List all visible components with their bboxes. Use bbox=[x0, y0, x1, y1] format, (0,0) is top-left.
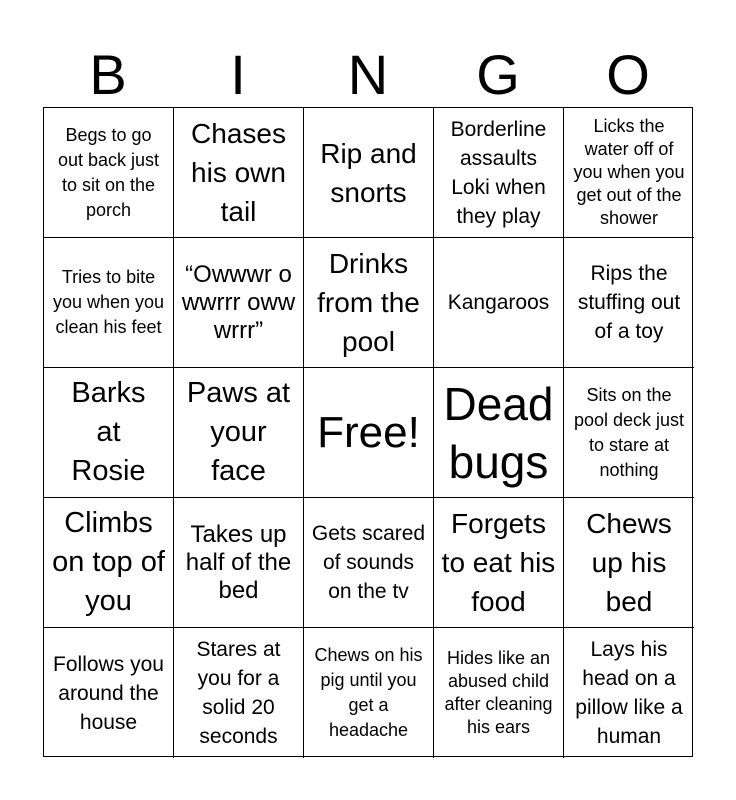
bingo-grid bbox=[43, 107, 693, 757]
bingo-cell[interactable] bbox=[44, 238, 174, 368]
bingo-cell[interactable] bbox=[44, 628, 174, 758]
header-letter-o: O bbox=[606, 43, 650, 106]
cell-text: Licks the water off of you when you get out of the shower bbox=[573, 116, 685, 228]
cell-text: Rip and snorts bbox=[320, 137, 417, 208]
header-letter-n: N bbox=[347, 43, 389, 106]
bingo-cell[interactable] bbox=[304, 238, 434, 368]
bingo-cell[interactable] bbox=[564, 108, 694, 238]
bingo-cell[interactable] bbox=[564, 498, 694, 628]
cell-text: Forgets to eat his food bbox=[441, 508, 556, 617]
cell-text: Climbs on top of you bbox=[52, 507, 165, 617]
bingo-cell[interactable] bbox=[564, 368, 694, 498]
cell-text: Hides like an abused child after cleaning his ears bbox=[444, 648, 553, 737]
bingo-cell[interactable] bbox=[564, 628, 694, 758]
bingo-header bbox=[43, 42, 693, 108]
bingo-cell[interactable] bbox=[434, 238, 564, 368]
cell-text: Barks at Rosie bbox=[71, 377, 146, 487]
bingo-cell[interactable] bbox=[304, 628, 434, 758]
cell-text: Stares at you for a solid 20 seconds bbox=[196, 638, 281, 748]
header-letter-g: G bbox=[476, 43, 520, 106]
free-space-cell[interactable] bbox=[304, 368, 434, 498]
bingo-cell[interactable] bbox=[564, 238, 694, 368]
cell-text: Borderline assaults Loki when they play bbox=[450, 117, 547, 228]
bingo-cell[interactable] bbox=[174, 498, 304, 628]
cell-text: Drinks from the pool bbox=[317, 248, 420, 357]
bingo-cell[interactable] bbox=[304, 108, 434, 238]
cell-text: Chews up his bed bbox=[586, 508, 672, 617]
cell-text: Chases his own tail bbox=[191, 118, 286, 227]
free-space-text: Free! bbox=[317, 407, 420, 457]
cell-text: Begs to go out back just to sit on the porch bbox=[57, 124, 160, 220]
cell-text: Lays his head on a pillow like a human bbox=[575, 638, 683, 748]
cell-text: Tries to bite you when you clean his feet bbox=[52, 267, 165, 337]
bingo-cell[interactable] bbox=[434, 498, 564, 628]
bingo-cell[interactable] bbox=[174, 108, 304, 238]
cell-text: Gets scared of sounds on the tv bbox=[311, 522, 426, 603]
bingo-cell[interactable] bbox=[434, 628, 564, 758]
cell-text: “Owwwr owwrrr owwwrrr” bbox=[181, 260, 296, 344]
header-letter-b: B bbox=[89, 43, 127, 106]
bingo-cell[interactable] bbox=[434, 368, 564, 498]
cell-text: Paws at your face bbox=[186, 377, 291, 487]
cell-text: Takes up half of the bed bbox=[185, 520, 292, 604]
bingo-cell[interactable] bbox=[44, 368, 174, 498]
cell-text: Follows you around the house bbox=[53, 652, 164, 734]
header-letter-i: I bbox=[230, 43, 246, 106]
cell-text: Sits on the pool deck just to stare at nothing bbox=[573, 384, 685, 480]
cell-text: Dead bugs bbox=[443, 377, 554, 488]
cell-text: Rips the stuffing out of a toy bbox=[577, 262, 681, 343]
bingo-cell[interactable] bbox=[44, 498, 174, 628]
bingo-cell[interactable] bbox=[304, 498, 434, 628]
bingo-cell[interactable] bbox=[174, 238, 304, 368]
bingo-cell[interactable] bbox=[434, 108, 564, 238]
bingo-cell[interactable] bbox=[174, 368, 304, 498]
cell-text: Kangaroos bbox=[447, 291, 550, 314]
bingo-cell[interactable] bbox=[44, 108, 174, 238]
bingo-cell[interactable] bbox=[174, 628, 304, 758]
cell-text: Chews on his pig until you get a headache bbox=[314, 645, 423, 740]
